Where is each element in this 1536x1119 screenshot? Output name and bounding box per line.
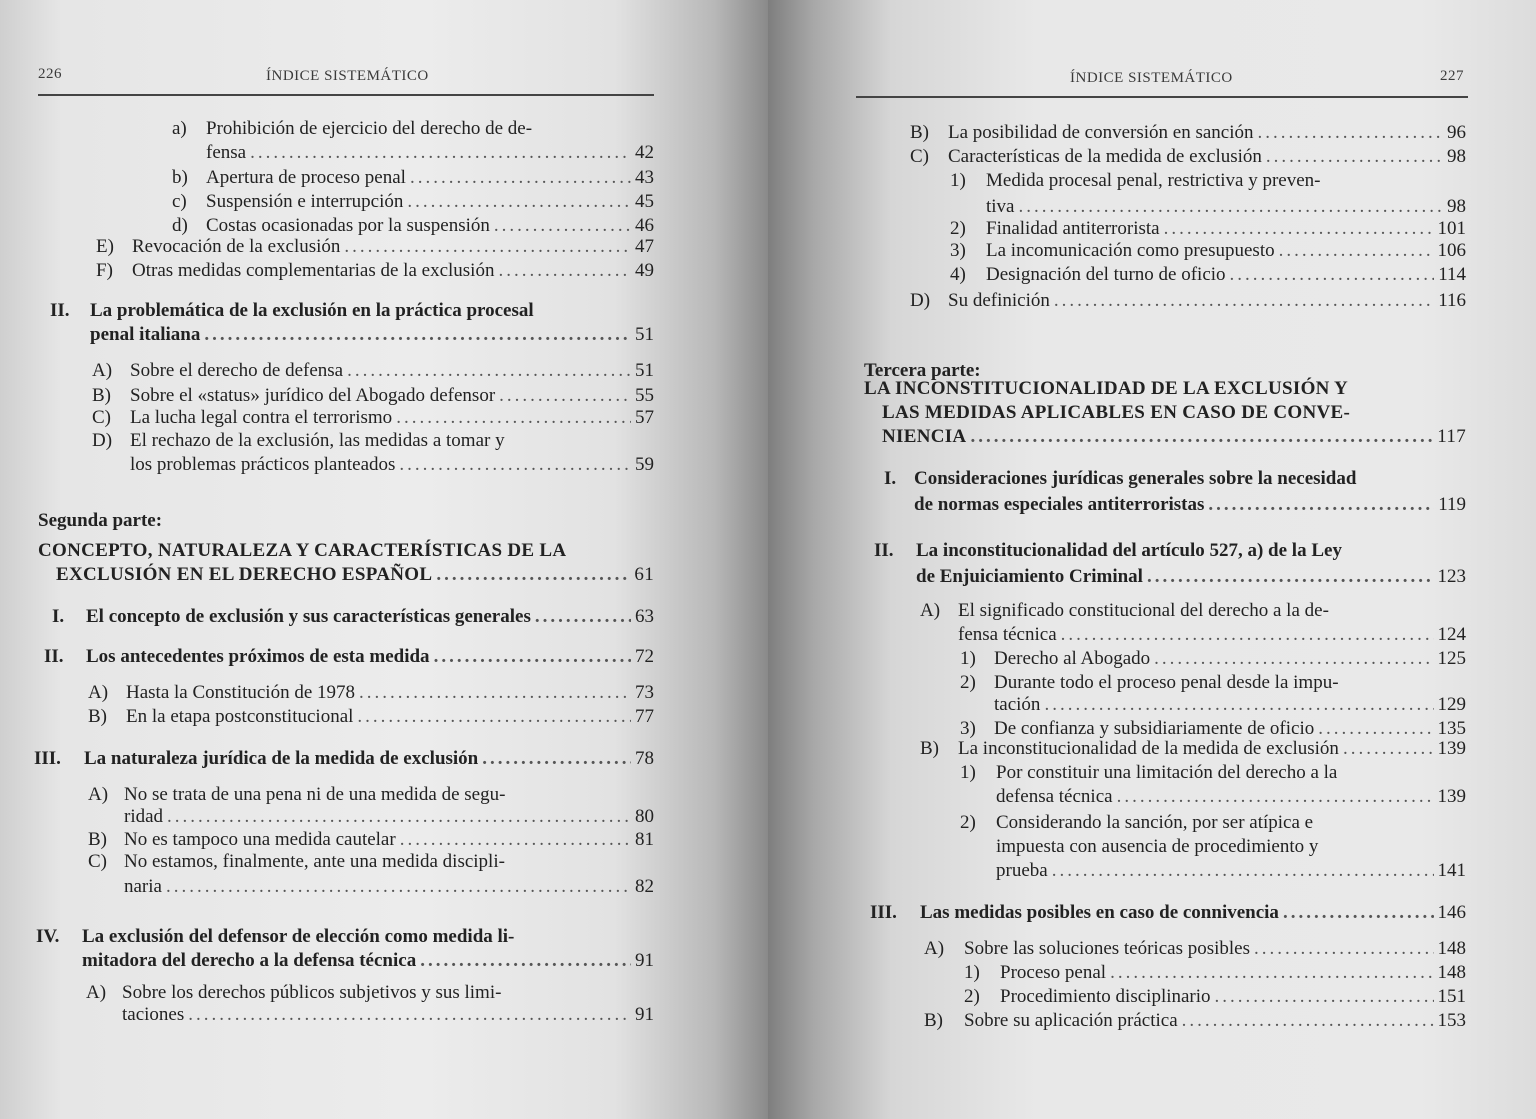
entry-text: Hasta la Constitución de 1978: [126, 682, 356, 703]
entry-label: A): [920, 600, 941, 621]
dot-leader: [1283, 902, 1434, 924]
entry-text: Los antecedentes próximos de esta medida: [86, 646, 430, 667]
toc-entry: [44, 646, 654, 668]
toc-entry: [90, 324, 654, 346]
toc-entry: [910, 146, 1466, 168]
entry-page-number: 151: [1437, 986, 1466, 1007]
toc-entry: [870, 902, 1466, 924]
dot-leader: [344, 236, 631, 258]
dot-leader: [1215, 986, 1434, 1008]
entry-label: 2): [960, 672, 976, 693]
entry-page-number: 98: [1447, 146, 1466, 167]
entry-text: tiva: [986, 196, 1015, 217]
entry-text: Derecho al Abogado: [994, 648, 1151, 669]
entry-label: F): [96, 260, 113, 281]
entry-label: 1): [960, 762, 976, 783]
entry-page-number: 61: [634, 564, 654, 585]
entry-page-number: 119: [1438, 494, 1466, 515]
entry-page-number: 116: [1438, 290, 1466, 311]
dot-leader: [1258, 122, 1443, 144]
entry-text: de normas especiales antiterroristas: [914, 494, 1205, 515]
toc-entry: [172, 215, 654, 237]
dot-leader: [970, 426, 1433, 448]
toc-entry: [172, 118, 654, 140]
toc-entry: [920, 600, 1466, 622]
entry-page-number: 125: [1437, 648, 1466, 669]
entry-text: Proceso penal: [1000, 962, 1107, 983]
toc-entry: [986, 196, 1466, 218]
toc-entry: [950, 240, 1466, 262]
toc-entry: [950, 264, 1466, 286]
entry-label: I.: [884, 468, 897, 489]
entry-text: penal italiana: [90, 324, 201, 345]
entry-text: El concepto de exclusión y sus características generales: [86, 606, 531, 627]
entry-page-number: 45: [635, 191, 654, 212]
entry-page-number: 153: [1437, 1010, 1466, 1031]
entry-label: c): [172, 191, 187, 212]
entry-text: LA INCONSTITUCIONALIDAD DE LA EXCLUSIÓN Y: [864, 378, 1349, 399]
entry-page-number: 101: [1437, 218, 1466, 239]
entry-text: tación: [994, 694, 1041, 715]
toc-entry: [924, 938, 1466, 960]
entry-page-number: 72: [635, 646, 654, 667]
dot-leader: [396, 407, 631, 429]
entry-label: 3): [950, 240, 966, 261]
toc-entry: [56, 564, 654, 586]
toc-entry: [960, 812, 1466, 834]
entry-label: A): [88, 682, 109, 703]
entry-text: NIENCIA: [882, 426, 967, 447]
running-head: ÍNDICE SISTEMÁTICO: [266, 68, 429, 84]
entry-text: Suspensión e interrupción: [206, 191, 404, 212]
toc-entry: [960, 718, 1466, 740]
entry-page-number: 117: [1437, 426, 1466, 447]
entry-page-number: 81: [635, 829, 654, 850]
dot-leader: [1279, 240, 1434, 262]
entry-page-number: 146: [1437, 902, 1466, 923]
entry-text: Características de la medida de exclusión: [948, 146, 1262, 167]
entry-page-number: 148: [1437, 962, 1466, 983]
entry-label: I.: [52, 606, 65, 627]
toc-entry: [52, 606, 654, 628]
entry-page-number: 141: [1437, 860, 1466, 881]
entry-text: taciones: [122, 1004, 185, 1025]
dot-leader: [436, 564, 630, 586]
entry-label: B): [910, 122, 929, 143]
entry-label: C): [910, 146, 929, 167]
entry-text: Sobre las soluciones teóricas posibles: [964, 938, 1251, 959]
entry-text: Considerando la sanción, por ser atípica e: [996, 812, 1314, 833]
entry-text: Finalidad antiterrorista: [986, 218, 1160, 239]
dot-leader: [482, 748, 631, 770]
dot-leader: [1054, 290, 1434, 312]
entry-page-number: 91: [635, 1004, 654, 1025]
entry-page-number: 114: [1438, 264, 1466, 285]
entry-label: A): [92, 360, 113, 381]
entry-label: D): [910, 290, 931, 311]
entry-text: de Enjuiciamiento Criminal: [916, 566, 1143, 587]
entry-page-number: 51: [635, 360, 654, 381]
dot-leader: [400, 829, 631, 851]
toc-entry: [910, 122, 1466, 144]
entry-label: III.: [34, 748, 61, 769]
entry-text: La exclusión del defensor de elección como medida li-: [82, 926, 515, 947]
toc-entry: [960, 672, 1466, 694]
dot-leader: [166, 876, 631, 898]
toc-entry: [172, 167, 654, 189]
entry-text: LAS MEDIDAS APLICABLES EN CASO DE CONVE-: [882, 402, 1351, 423]
entry-label: B): [924, 1010, 943, 1031]
entry-label: IV.: [36, 926, 60, 947]
dot-leader: [1164, 218, 1434, 240]
toc-entry: [964, 962, 1466, 984]
toc-entry: [960, 648, 1466, 670]
dot-leader: [1318, 718, 1433, 740]
toc-entry: [82, 950, 654, 972]
entry-text: Costas ocasionadas por la suspensión: [206, 215, 490, 236]
entry-text: Sobre el derecho de defensa: [130, 360, 344, 381]
entry-label: 3): [960, 718, 976, 739]
entry-page-number: 49: [635, 260, 654, 281]
dot-leader: [1254, 938, 1433, 960]
entry-page-number: 47: [635, 236, 654, 257]
entry-label: B): [88, 829, 107, 850]
entry-text: La inconstitucionalidad del artículo 527, a) de la Ley: [916, 540, 1342, 561]
right-page: [768, 0, 1536, 1119]
dot-leader: [434, 646, 631, 668]
dot-leader: [1052, 860, 1434, 882]
toc-entry: [130, 454, 654, 476]
dot-leader: [1061, 624, 1434, 646]
toc-entry: [36, 926, 654, 948]
entry-text: Las medidas posibles en caso de connivencia: [920, 902, 1279, 923]
entry-label: a): [172, 118, 187, 139]
entry-text: La problemática de la exclusión en la práctica procesal: [90, 300, 534, 321]
dot-leader: [420, 950, 631, 972]
entry-text: La posibilidad de conversión en sanción: [948, 122, 1254, 143]
page-number: 226: [38, 66, 62, 82]
dot-leader: [1154, 648, 1433, 670]
entry-page-number: 51: [635, 324, 654, 345]
entry-label: III.: [870, 902, 897, 923]
toc-entry: [864, 378, 1466, 400]
dot-leader: [1266, 146, 1443, 168]
toc-entry: [96, 260, 654, 282]
toc-entry: [910, 290, 1466, 312]
toc-entry: [92, 407, 654, 429]
entry-text: Otras medidas complementarias de la exclusión: [132, 260, 495, 281]
entry-page-number: 77: [635, 706, 654, 727]
toc-entry: [874, 540, 1466, 562]
entry-label: A): [86, 982, 107, 1003]
toc-entry: [882, 402, 1466, 424]
entry-label: 2): [960, 812, 976, 833]
running-head: ÍNDICE SISTEMÁTICO: [1070, 70, 1233, 86]
entry-label: II.: [44, 646, 64, 667]
entry-label: 1): [950, 170, 966, 191]
dot-leader: [204, 324, 631, 346]
entry-text: naria: [124, 876, 162, 897]
entry-label: B): [88, 706, 107, 727]
entry-page-number: 135: [1437, 718, 1466, 739]
toc-entry: [958, 624, 1466, 646]
toc-entry: [950, 218, 1466, 240]
entry-text: Consideraciones jurídicas generales sobre la necesidad: [914, 468, 1357, 489]
entry-text: La inconstitucionalidad de la medida de exclusión: [958, 738, 1339, 759]
toc-entry: [960, 762, 1466, 784]
toc-entry: [38, 540, 654, 562]
entry-label: II.: [874, 540, 894, 561]
dot-leader: [410, 167, 631, 189]
entry-text: Tercera parte:: [864, 360, 981, 381]
toc-entry: [994, 694, 1466, 716]
entry-text: La naturaleza jurídica de la medida de exclusión: [84, 748, 479, 769]
dot-leader: [347, 360, 631, 382]
entry-text: ridad: [124, 806, 164, 827]
dot-leader: [535, 606, 631, 628]
entry-page-number: 96: [1447, 122, 1466, 143]
entry-label: C): [88, 851, 107, 872]
dot-leader: [167, 806, 631, 828]
toc-entry: [920, 738, 1466, 760]
entry-text: Su definición: [948, 290, 1050, 311]
entry-text: Durante todo el proceso penal desde la impu-: [994, 672, 1339, 693]
entry-label: A): [88, 784, 109, 805]
toc-entry: [914, 494, 1466, 516]
toc-entry: [88, 829, 654, 851]
entry-label: d): [172, 215, 188, 236]
toc-entry: [88, 706, 654, 728]
entry-text: No estamos, finalmente, ante una medida discipli-: [124, 851, 505, 872]
entry-text: No es tampoco una medida cautelar: [124, 829, 396, 850]
entry-page-number: 57: [635, 407, 654, 428]
dot-leader: [1230, 264, 1435, 286]
page-number: 227: [1440, 68, 1464, 84]
entry-page-number: 148: [1437, 938, 1466, 959]
entry-label: 2): [950, 218, 966, 239]
entry-text: Prohibición de ejercicio del derecho de de-: [206, 118, 533, 139]
dot-leader: [250, 142, 631, 164]
entry-text: Sobre su aplicación práctica: [964, 1010, 1178, 1031]
entry-text: La lucha legal contra el terrorismo: [130, 407, 393, 428]
toc-entry: [50, 300, 654, 322]
entry-page-number: 73: [635, 682, 654, 703]
entry-text: Designación del turno de oficio: [986, 264, 1226, 285]
entry-text: No se trata de una pena ni de una medida de segu-: [124, 784, 506, 805]
toc-entry: [884, 468, 1466, 490]
entry-text: mitadora del derecho a la defensa técnica: [82, 950, 417, 971]
dot-leader: [1019, 196, 1444, 218]
entry-label: E): [96, 236, 114, 257]
toc-entry: [996, 836, 1466, 858]
toc-entry: [124, 806, 654, 828]
entry-page-number: 55: [635, 385, 654, 406]
entry-text: EXCLUSIÓN EN EL DERECHO ESPAÑOL: [56, 564, 433, 585]
entry-page-number: 139: [1437, 738, 1466, 759]
toc-entry: [92, 385, 654, 407]
dot-leader: [494, 215, 631, 237]
entry-text: Sobre los derechos públicos subjetivos y sus limi-: [122, 982, 502, 1003]
dot-leader: [498, 260, 631, 282]
entry-text: Medida procesal penal, restrictiva y preven-: [986, 170, 1321, 191]
entry-text: los problemas prácticos planteados: [130, 454, 396, 475]
dot-leader: [1044, 694, 1433, 716]
entry-text: Sobre el «status» jurídico del Abogado defensor: [130, 385, 496, 406]
entry-text: Procedimiento disciplinario: [1000, 986, 1211, 1007]
entry-page-number: 43: [635, 167, 654, 188]
entry-label: D): [92, 430, 113, 451]
entry-label: II.: [50, 300, 70, 321]
toc-entry: [172, 191, 654, 213]
toc-entry: [88, 851, 654, 873]
entry-text: prueba: [996, 860, 1048, 881]
toc-entry: [924, 1010, 1466, 1032]
entry-page-number: 123: [1437, 566, 1466, 587]
toc-entry: [964, 986, 1466, 1008]
toc-entry: [92, 430, 654, 452]
entry-label: b): [172, 167, 188, 188]
entry-page-number: 82: [635, 876, 654, 897]
entry-label: 1): [964, 962, 980, 983]
entry-text: fensa técnica: [958, 624, 1057, 645]
dot-leader: [359, 682, 631, 704]
toc-entry: [88, 784, 654, 806]
entry-text: fensa: [206, 142, 247, 163]
toc-entry: [86, 982, 654, 1004]
toc-entry: [38, 510, 654, 532]
entry-text: Segunda parte:: [38, 510, 163, 531]
toc-entry: [882, 426, 1466, 448]
toc-entry: [996, 786, 1466, 808]
dot-leader: [357, 706, 631, 728]
entry-text: defensa técnica: [996, 786, 1113, 807]
entry-label: B): [92, 385, 111, 406]
dot-leader: [499, 385, 631, 407]
entry-page-number: 80: [635, 806, 654, 827]
toc-entry: [122, 1004, 654, 1026]
dot-leader: [1343, 738, 1434, 760]
entry-page-number: 46: [635, 215, 654, 236]
entry-page-number: 139: [1437, 786, 1466, 807]
entry-text: impuesta con ausencia de procedimiento y: [996, 836, 1319, 857]
entry-label: 2): [964, 986, 980, 1007]
dot-leader: [1110, 962, 1433, 984]
dot-leader: [1117, 786, 1434, 808]
entry-text: Revocación de la exclusión: [132, 236, 341, 257]
entry-page-number: 98: [1447, 196, 1466, 217]
entry-text: De confianza y subsidiariamente de oficio: [994, 718, 1315, 739]
toc-entry: [916, 566, 1466, 588]
toc-entry: [206, 142, 654, 164]
entry-page-number: 129: [1437, 694, 1466, 715]
header-rule: [38, 94, 654, 96]
entry-label: 1): [960, 648, 976, 669]
toc-entry: [996, 860, 1466, 882]
entry-page-number: 59: [635, 454, 654, 475]
header-rule: [856, 96, 1468, 98]
entry-page-number: 91: [635, 950, 654, 971]
toc-entry: [92, 360, 654, 382]
dot-leader: [407, 191, 631, 213]
dot-leader: [1147, 566, 1434, 588]
entry-text: La incomunicación como presupuesto: [986, 240, 1275, 261]
entry-page-number: 106: [1437, 240, 1466, 261]
entry-label: A): [924, 938, 945, 959]
entry-text: El significado constitucional del derecho a la de-: [958, 600, 1329, 621]
entry-text: CONCEPTO, NATURALEZA Y CARACTERÍSTICAS DE LA: [38, 540, 567, 561]
dot-leader: [399, 454, 631, 476]
entry-text: Apertura de proceso penal: [206, 167, 406, 188]
entry-text: Por constituir una limitación del derecho a la: [996, 762, 1338, 783]
dot-leader: [188, 1004, 631, 1026]
entry-text: En la etapa postconstitucional: [126, 706, 354, 727]
toc-entry: [88, 682, 654, 704]
entry-label: 4): [950, 264, 966, 285]
dot-leader: [1182, 1010, 1434, 1032]
entry-page-number: 124: [1437, 624, 1466, 645]
entry-label: B): [920, 738, 939, 759]
toc-entry: [950, 170, 1466, 192]
toc-entry: [96, 236, 654, 258]
entry-text: El rechazo de la exclusión, las medidas a tomar y: [130, 430, 505, 451]
toc-entry: [124, 876, 654, 898]
entry-page-number: 42: [635, 142, 654, 163]
entry-page-number: 63: [635, 606, 654, 627]
entry-page-number: 78: [635, 748, 654, 769]
toc-entry: [34, 748, 654, 770]
dot-leader: [1208, 494, 1434, 516]
entry-label: C): [92, 407, 111, 428]
